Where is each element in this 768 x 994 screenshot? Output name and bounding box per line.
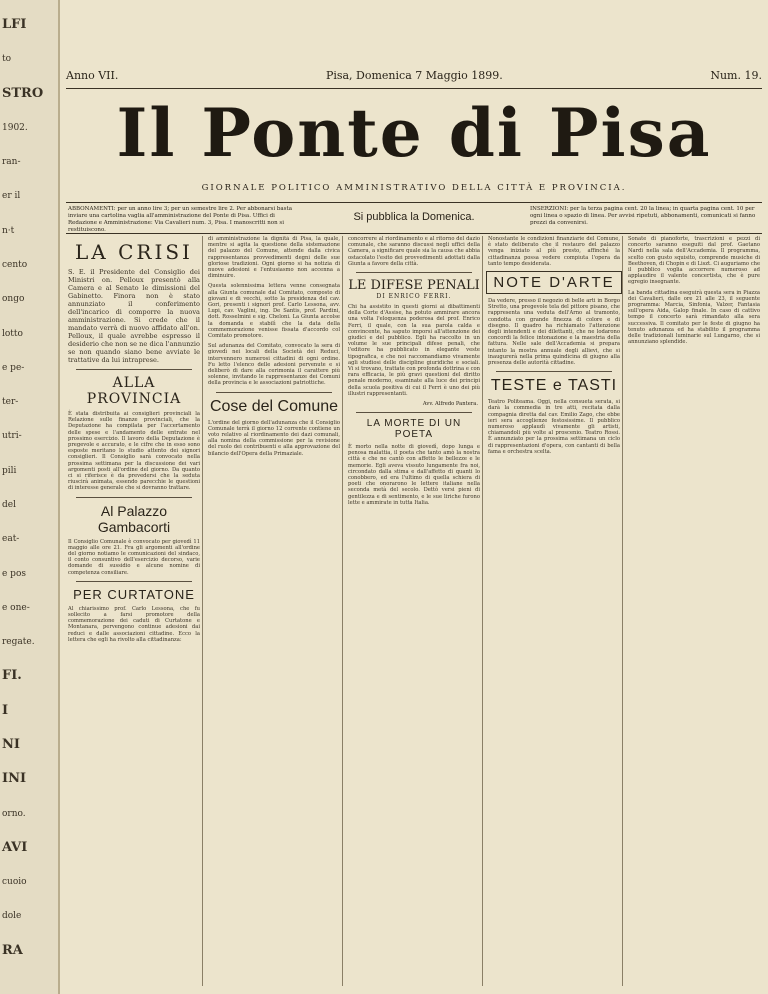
issue-year: Anno VII.	[66, 69, 119, 82]
article-body-curtatone: Al chiarissimo prof. Carlo Lessona, che fu sollecito a farsi promotore della commemorazione dei caduti di Curtatone e Montanara, pervengono continue adesioni dai reduci e dalle associazioni cittadine. Ecco la lettera che egli ha rivolto alla cittadinanza:	[68, 605, 200, 643]
article-title-provincia: ALLA PROVINCIA	[86, 375, 182, 407]
publication-note: Si pubblica la Domenica.	[353, 211, 475, 223]
article-body-continued: La banda cittadina eseguirà questa sera in Piazza dei Cavalieri, dalle ore 21 alle 23, il seguente programma: Marcia, Sinfonia, Valzer, Fantasia sull'opera Aida, Galop finale. In caso di cattivo tempo il concerto sarà rimandato alla sera successiva. Il comitato per le feste di giugno ha tenuto adunanza ed ha stabilito il programma delle tradizionali luminarie sul Lungarno, che si annunziano splendide.	[628, 289, 760, 346]
edge-fragment: LFI	[2, 17, 27, 32]
edge-fragment: orno.	[2, 808, 26, 819]
article-body-continued: Sul adunanza del Comitato, convocato la sera di giovedì nei locali della Società dei Reduci, intervennero numerosi cittadini di ogni ordine. Fu letto l'elenco delle adesioni pervenute e si deliberò di dare alla cerimonia il carattere più solenne, invitando le rappresentanze dei Comuni della provincia e le associazioni patriottiche.	[208, 343, 340, 387]
edge-fragment: e pe-	[2, 362, 25, 373]
subscriptions-box: ABBONAMENTI: per un anno lire 3; per un semestre lire 2. Per abbonarsi basta inviare una cartolina vaglia all'amministrazione del Ponte di Pisa. Uffici di Redazione e Amministrazione: Via Cavalieri num. 3, Pisa. I manoscritti non si restituiscono.	[68, 206, 292, 233]
insertions-box: INSERZIONI: per la terza pagina cent. 20 la linea; in quarta pagina cent. 10 per ogni linea o spazio di linea. Per avvisi ripetuti, abbonamenti, comunicati si fanno prezzi da convenirsi.	[530, 206, 756, 226]
article-title-difese-penali: LE DIFESE PENALI	[348, 278, 480, 294]
column-5	[626, 236, 762, 986]
article-body-continued: Sonate di pianoforte, trascrizioni e pezzi di concerto saranno eseguiti dal prof. Gaetano Nardi nella sala dell'Accademia. Il programma, scelto con gusto squisito, comprende musiche di Beethoven, di Chopin e di Liszt. Ci auguriamo che il pubblico voglia accorrere numeroso ad applaudire il valente concertista, che è pure egregio insegnante.	[628, 236, 761, 286]
article-body-note-arte: Da vedere, presso il negozio di belle arti in Borgo Stretto, una pregevole tela del pittore pisano, che rappresenta una veduta dell'Arno al tramonto, condotta con grande finezza di colore e di disegno. Il quadro ha richiamato l'attenzione degli intendenti e dei dilettanti, che ne lodarono concordi la felice intonazione e la maestria della fattura. Nelle sale dell'Accademia si prepara intanto la mostra annuale degli allievi, che si inaugurerà nella prima quindicina di giugno alla presenza delle autorità cittadine.	[488, 298, 620, 367]
column-3	[346, 236, 483, 986]
edge-fragment: e pos	[2, 568, 26, 579]
edge-fragment: regate.	[2, 637, 35, 648]
edge-fragment: e one-	[2, 602, 30, 613]
issue-number: Num. 19.	[710, 69, 762, 82]
edge-fragment: FI.	[2, 668, 22, 684]
column-1	[66, 236, 203, 986]
edge-fragment: eat-	[2, 534, 20, 545]
left-page-edge	[0, 0, 60, 994]
edge-fragment: I	[2, 702, 9, 718]
masthead-title: Il Ponte di Pisa	[116, 94, 712, 172]
edge-fragment: ran-	[2, 157, 21, 168]
column-4	[486, 236, 623, 986]
article-body-difese-penali: Chi ha assistito in questi giorni ai dibattimenti della Corte d'Assise, ha potuto ammirare ancora una volta l'eloquenza poderosa del prof. Enrico Ferri, il quale, con la sua parola calda e convincente, ha saputo imporsi all'attenzione dei giudici e del pubblico. Egli ha raccolto in un volume le sue principali difese penali, che l'editore ha pubblicato in elegante veste tipografica, e che noi raccomandiamo vivamente agli studiosi delle discipline giuridiche e sociali. Vi si trovano, trattate con profonda dottrina e con rara efficacia, le più gravi questioni del diritto penale moderno, esaminate alla luce dei principi della scuola positiva di cui il Ferri è uno dei più illustri rappresentanti.	[348, 304, 480, 397]
article-title-morte-poeta: LA MORTE DI UN POETA	[366, 418, 462, 441]
edge-fragment: cuoio	[2, 877, 27, 888]
article-body-crisi: S. E. il Presidente del Consiglio dei Ministri on. Pelloux presentò alla Camera e al Senato le dimissioni del Gabinetto. Finora non è stato annunziato il conferimento dell'incarico di comporre la nuova amministrazione. Si crede che il mandato verrà di nuovo affidato all'on. Pelloux, il quale avrebbe espresso il desiderio che non se ne dica l'annunzio se non quando siano bene avviate le trattative da lui intraprese.	[68, 268, 200, 364]
divider	[356, 272, 472, 273]
article-author: DI ENRICO FERRI.	[376, 293, 452, 301]
article-title-teste-tasti: TESTE e TASTI	[490, 377, 618, 395]
divider	[76, 369, 192, 370]
edge-fragment: 1902.	[2, 122, 28, 133]
divider	[76, 497, 192, 498]
edge-fragment: n·t	[2, 225, 15, 236]
article-columns	[66, 236, 762, 986]
edge-fragment: lotto	[2, 328, 23, 339]
divider	[76, 581, 192, 582]
article-body-continued: di amministrazione la dignità di Pisa, la quale, mentre si agita la questione della sistemazione del palazzo del Comune, attende dalla civica rappresentanza provvedimenti degni delle sue gloriose tradizioni. Ogni giorno si ha notizia di nuove adesioni e l'entusiasmo non accenna a diminuire.	[208, 236, 340, 280]
issue-place-date: Pisa, Domenica 7 Maggio 1899.	[325, 69, 503, 82]
article-title-cose-comune: Cose del Comune	[209, 397, 339, 415]
article-body-continued: Questa solennissima lettera venne consegnata alla Giunta comunale dal Comitato, composto di giovani e di vecchi, sotto la presidenza del cav. Gori, presenti i signori prof. Carlo Lessona, avv. Lupi, cav. Vaglini, ing. De Santis, prof. Pardini, dott. Rosselmini e sig. Cheloni. La Giunta accolse la domanda e stabilì che la data della commemorazione venisse fissata d'accordo col Comitato promotore.	[208, 283, 340, 340]
edge-fragment: utri-	[2, 431, 22, 442]
divider	[216, 392, 332, 393]
issue-line	[66, 69, 762, 82]
article-body-continued: concorrere al riordinamento e al ritorno del dazio comunale, che saranno discussi negli uffici della Camera, a significare quale sia la causa che abbia ostacolato l'esito dei provvedimenti adottati dalla Giunta a favore della città.	[348, 236, 480, 267]
edge-fragment: del	[2, 500, 16, 510]
article-title-gambacorti: Al Palazzo Gambacorti	[97, 502, 171, 535]
article-body-gambacorti: Il Consiglio Comunale è convocato per giovedì 11 maggio alle ore 21. Fra gli argomenti all'ordine del giorno notiamo le comunicazioni del sindaco, il conto consuntivo dell'esercizio decorso, varie domande di sussidio e alcune nomine di competenza consiliare.	[68, 538, 200, 576]
edge-fragment: er il	[2, 191, 21, 202]
article-body-teste-tasti: Teatro Politeama. Oggi, nella consueta serata, si darà la commedia in tre atti, recitata dalla compagnia diretta dal cav. Emilio Zago, che ebbe ieri sera accoglienze festosissime. Il pubblico numeroso applaudì vivamente gli artisti, chiamandoli più volte al proscenio. Teatro Rossi. È annunziato per la prossima settimana un ciclo di rappresentazioni d'opera, con cantanti di bella fama e orchestra scelta.	[488, 399, 620, 455]
article-title-curtatone: PER CURTATONE	[73, 586, 195, 602]
info-bar	[66, 202, 762, 234]
divider	[356, 412, 472, 413]
article-title-note-arte: NOTE D'ARTE	[486, 271, 622, 294]
article-title-crisi: LA CRISI	[75, 240, 193, 264]
edge-fragment: AVI	[2, 839, 28, 855]
edge-fragment: STRO	[2, 85, 44, 101]
article-body-provincia: È stata distribuita ai consiglieri provinciali la Relazione sulle finanze provinciali, che la Deputazione ha compilata per l'accertamento delle spese e l'andamento delle entrate nel prossimo esercizio. Il lavoro della Deputazione è pregevole e accurato, e le cifre che in esso sono esposte meritano lo studio attento dei signori consiglieri. Il Consiglio sarà convocato nella prossima settimana per la discussione dei vari argomenti posti all'ordine del giorno. Da quanto ci si riferisce è da prevedersi che la seduta riuscirà animata, essendo parecchie le questioni di interesse generale che si dovranno trattare.	[68, 411, 200, 492]
masthead-subtitle: GIORNALE POLITICO AMMINISTRATIVO DELLA CITTÀ E PROVINCIA.	[201, 183, 627, 193]
edge-fragment: NI	[2, 737, 20, 752]
edge-fragment: cento	[2, 260, 28, 270]
edge-fragment: to	[2, 54, 12, 65]
edge-fragment: pili	[2, 465, 17, 476]
newspaper-page	[60, 0, 768, 994]
edge-fragment: RA	[2, 942, 23, 958]
top-rule	[66, 88, 762, 89]
article-body-morte-poeta: È morto nella notte di giovedì, dopo lunga e penosa malattia, il poeta che tanto amò la nostra città e che ne cantò con affetto le bellezze e le memorie. Egli aveva vissuto lungamente fra noi, circondato dalla stima e dall'affetto di quanti lo conobbero, ed era l'ultimo di quella schiera di poeti che onorarono le lettere italiane nella seconda metà del secolo. Dettò versi pieni di gentilezza e di sentimento, e le sue liriche furono lette e ammirate in tutta Italia.	[348, 444, 480, 506]
edge-fragment: ter-	[2, 397, 19, 408]
column-2	[206, 236, 343, 986]
edge-fragment: INI	[2, 771, 27, 787]
edge-fragment: ongo	[2, 294, 25, 305]
article-body-cose-comune: L'ordine del giorno dell'adunanza che il Consiglio Comunale terrà il giorno 12 corrente contiene un voto relativo al riordinamento dei dazi comunali, alla nomina della commissione per la revisione del ruolo dei contribuenti e alla approvazione del bilancio dell'Opera della Primaziale.	[208, 419, 340, 457]
article-signature: Avv. Alfredo Pantera.	[422, 401, 478, 408]
article-body-continued: Nonostante le condizioni finanziarie del Comune, è stato deliberato che il restauro del palazzo venga iniziato al più presto, affinché la cittadinanza possa vedere compiuta l'opera da tanto tempo desiderata.	[488, 236, 620, 267]
edge-fragment: dole	[2, 911, 22, 922]
divider	[496, 371, 612, 372]
